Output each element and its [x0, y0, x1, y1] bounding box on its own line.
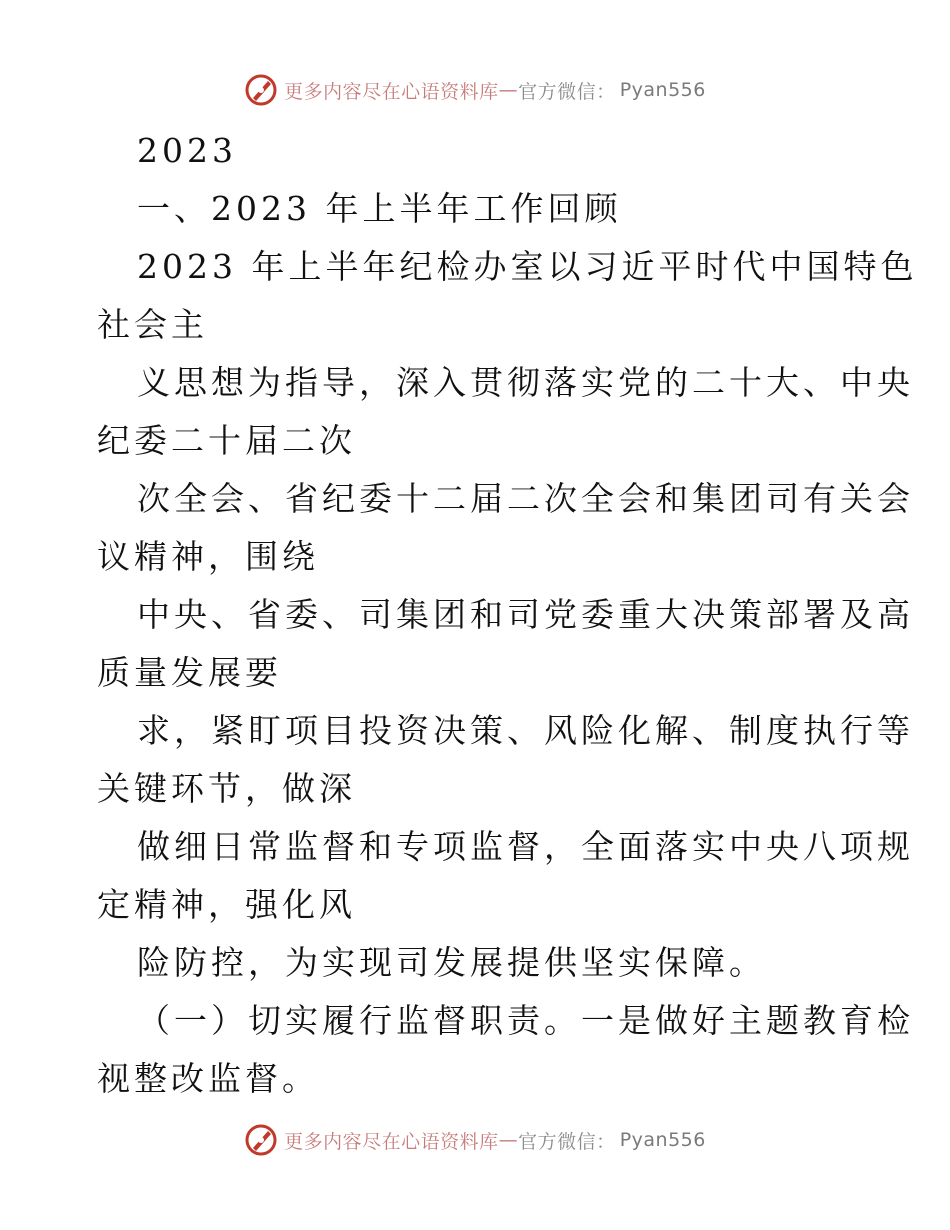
paragraph-line: 中央、省委、司集团和司党委重大决策部署及高 [137, 595, 914, 634]
paragraph-line: 险防控，为实现司发展提供坚实保障。 [137, 943, 766, 982]
watermark-main-text: 更多内容尽在心语资料库 [284, 1130, 499, 1153]
subsection-heading: （一）切实履行监督职责。一是做好主题教育检 [137, 1001, 914, 1040]
watermark-official-label: 官方微信： [518, 1130, 616, 1153]
pen-logo-icon [244, 1123, 278, 1157]
paragraph-line: 做细日常监督和专项监督，全面落实中央八项规 [137, 827, 914, 866]
paragraph-line: 关键环节，做深 [97, 769, 356, 808]
watermark-wechat-id: Pyan556 [619, 1129, 706, 1151]
watermark-separator: — [498, 1129, 519, 1151]
paragraph-line: 2023 年上半年纪检办室以习近平时代中国特色 [137, 247, 918, 286]
paragraph-line: 社会主 [97, 305, 208, 344]
watermark-main-text: 更多内容尽在心语资料库 [284, 80, 499, 103]
watermark-wechat-id: Pyan556 [619, 79, 706, 101]
paragraph-line: 义思想为指导，深入贯彻落实党的二十大、中央 [137, 363, 914, 402]
watermark-header [0, 70, 950, 110]
watermark-footer [0, 1120, 950, 1160]
paragraph-line: 纪委二十届二次 [97, 421, 356, 460]
paragraph-line: 求，紧盯项目投资决策、风险化解、制度执行等 [137, 711, 914, 750]
paragraph-line: 视整改监督。 [97, 1059, 319, 1098]
watermark-separator: — [498, 79, 519, 101]
paragraph-line: 质量发展要 [97, 653, 282, 692]
doc-title-year: 2023 [137, 131, 237, 170]
document-body [97, 122, 918, 1108]
section-heading: 一、2023 年上半年工作回顾 [137, 189, 622, 228]
pen-logo-icon [244, 73, 278, 107]
paragraph-line: 次全会、省纪委十二届二次全会和集团司有关会 [137, 479, 914, 518]
paragraph-line: 议精神，围绕 [97, 537, 319, 576]
paragraph-line: 定精神，强化风 [97, 885, 356, 924]
watermark-official-label: 官方微信： [518, 80, 616, 103]
